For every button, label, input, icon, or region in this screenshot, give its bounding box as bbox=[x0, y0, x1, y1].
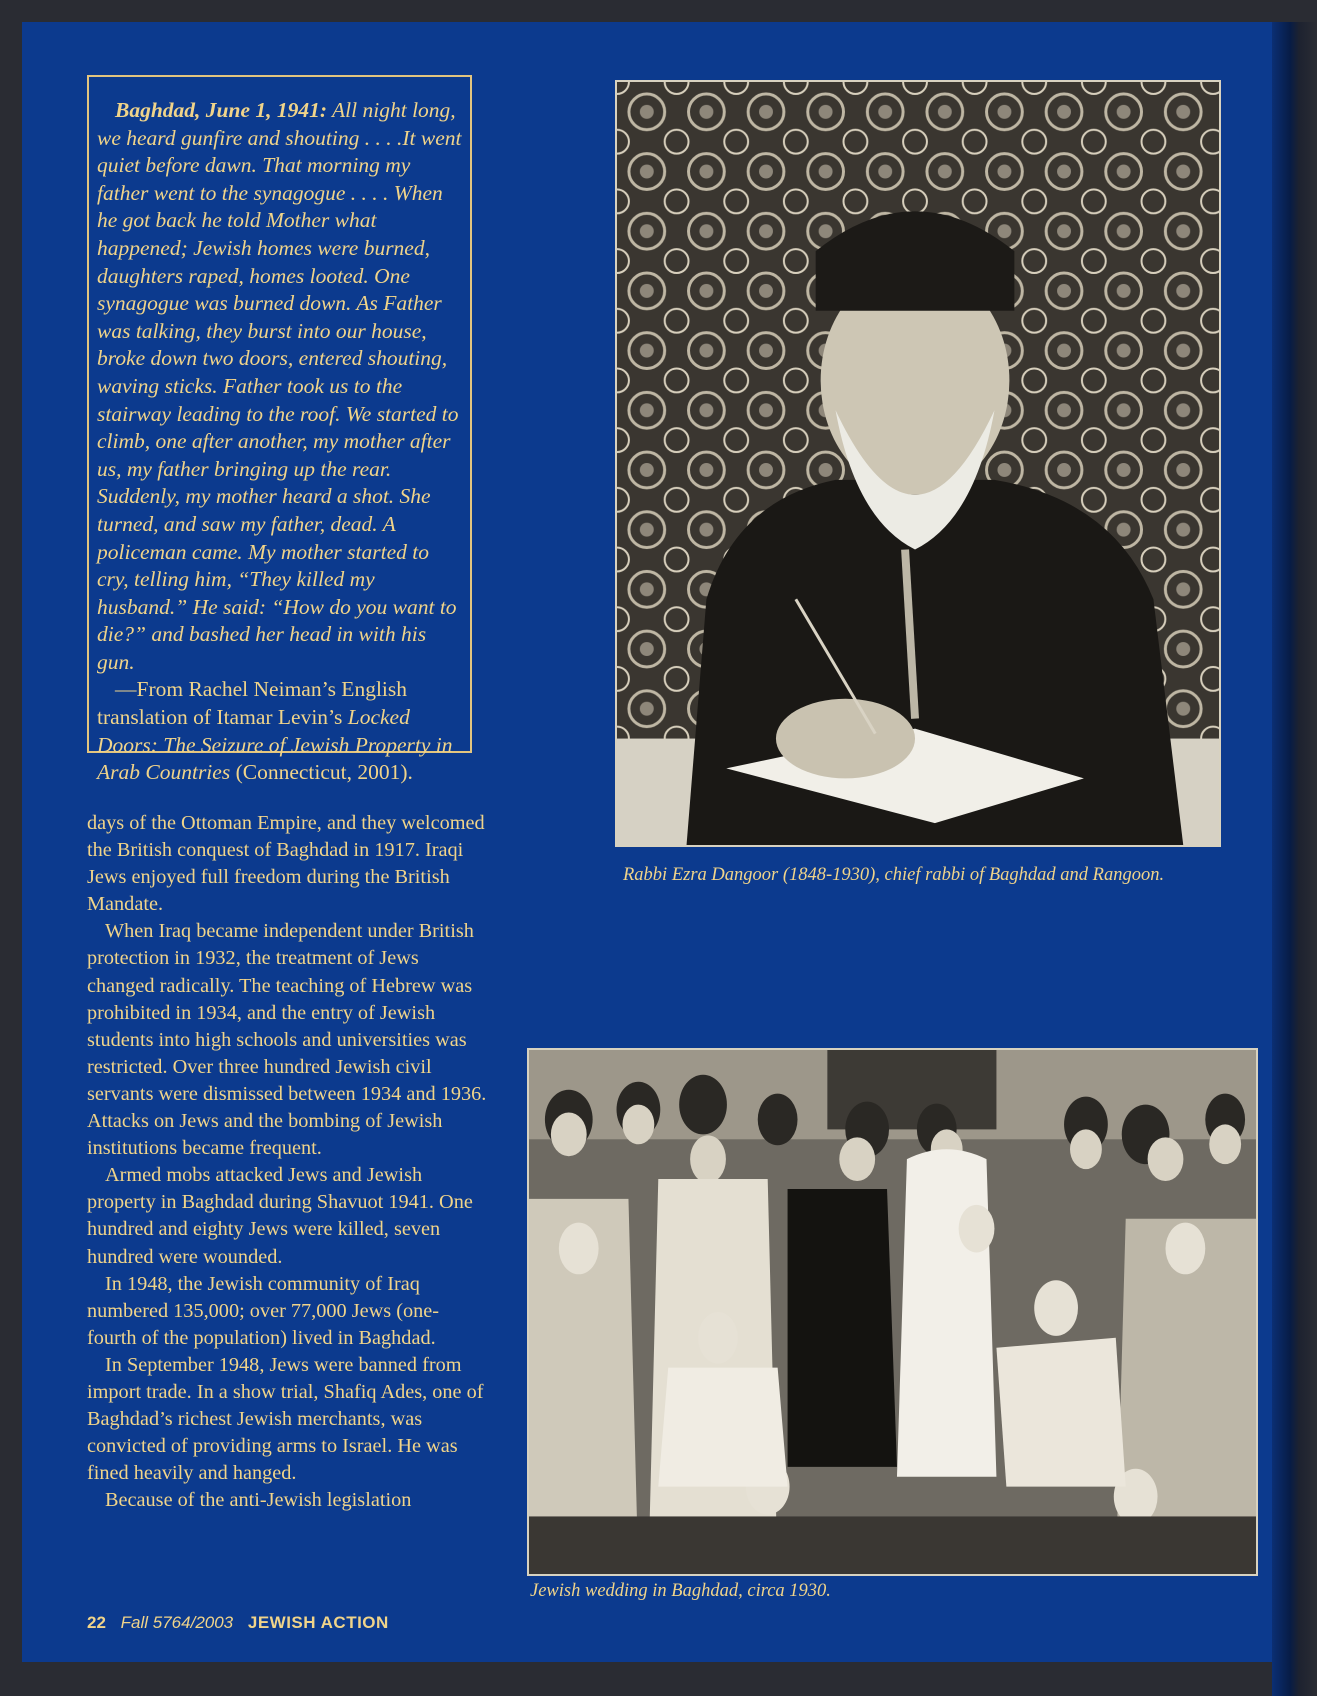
rabbi-photo-caption: Rabbi Ezra Dangoor (1848-1930), chief rabbi of Baghdad and Rangoon. bbox=[623, 865, 1165, 885]
wedding-photo-caption: Jewish wedding in Baghdad, circa 1930. bbox=[530, 1581, 831, 1601]
source-book-title: Locked Doors: The Seizure of Jewish Property in Arab Countries bbox=[97, 705, 453, 785]
rabbi-portrait-image bbox=[617, 82, 1219, 845]
article-body bbox=[87, 810, 487, 1514]
sidebar-quote-text: All night long, we heard gunfire and shouting . . . .It went quiet before dawn. That morning my father went to the synagogue . . . . When he got back he told Mother what happened; Jewish homes were burned, daughters raped, homes looted. One synagogue was burned down. As Father was talking, they burst into our house, broke down two doors, entered shouting, waving sticks. Father took us to the stairway leading to the roof. We started to climb, one after another, my mother after us, my father bringing up the rear. Suddenly, my mother heard a shot. She turned, and saw my father, dead. A policeman came. My mother started to cry, telling him, “They killed my husband.” He said: “How do you want to die?” and bashed her head in with his gun. bbox=[97, 98, 462, 674]
page-footer bbox=[87, 1613, 389, 1633]
sidebar-quote-box bbox=[87, 75, 472, 785]
page-fold-shadow bbox=[1272, 22, 1317, 1696]
body-paragraph: When Iraq became independent under British protection in 1932, the treatment of Jews changed radically. The teaching of Hebrew was prohibited in 1934, and the entry of Jewish students into high schools and universities was restricted. Over three hundred Jewish civil servants were dismissed between 1934 and 1936. Attacks on Jews and the bombing of Jewish institutions became frequent. bbox=[87, 920, 487, 1160]
body-paragraph: Armed mobs attacked Jews and Jewish property in Baghdad during Shavuot 1941. One hundred and eighty Jews were killed, seven hundred were wounded. bbox=[87, 1164, 473, 1268]
wedding-group-image bbox=[529, 1050, 1256, 1574]
sidebar-source bbox=[97, 676, 464, 786]
body-paragraph: In September 1948, Jews were banned from import trade. In a show trial, Shafiq Ades, one of Baghdad’s richest Jewish merchants, was convicted of providing arms to Israel. He was fined heavily and hanged. bbox=[87, 1353, 484, 1485]
wedding-group-photo bbox=[527, 1048, 1258, 1576]
rabbi-portrait-photo bbox=[615, 80, 1221, 847]
body-paragraph: In 1948, the Jewish community of Iraq numbered 135,000; over 77,000 Jews (one-fourth of the population) lived in Baghdad. bbox=[87, 1272, 440, 1349]
page-number: 22 bbox=[87, 1613, 106, 1632]
source-suffix: (Connecticut, 2001). bbox=[235, 760, 413, 785]
sidebar-quote bbox=[97, 97, 464, 676]
issue-date: Fall 5764/2003 bbox=[120, 1613, 234, 1632]
magazine-name: JEWISH ACTION bbox=[247, 1613, 389, 1632]
body-paragraph: Because of the anti-Jewish legislation bbox=[105, 1489, 412, 1512]
sidebar-lead: Baghdad, June 1, 1941: bbox=[115, 98, 328, 122]
source-prefix: —From Rachel Neiman’s English translation of Itamar Levin’s bbox=[97, 677, 408, 730]
body-paragraph: days of the Ottoman Empire, and they welcomed the British conquest of Baghdad in 1917. Iraqi Jews enjoyed full freedom during the British Mandate. bbox=[87, 812, 485, 916]
